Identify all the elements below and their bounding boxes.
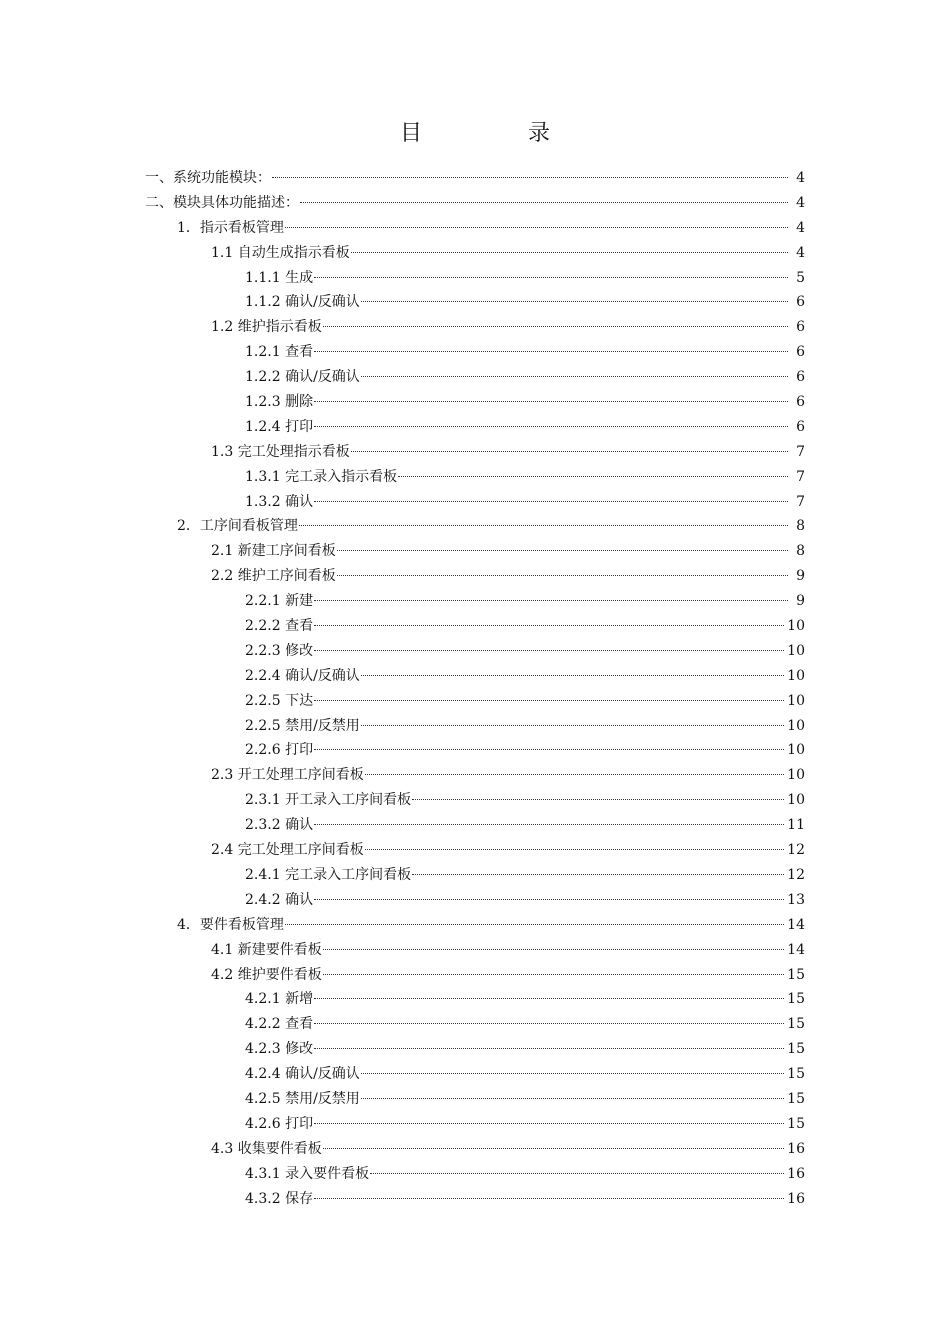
- toc-entry[interactable]: [0, 1187, 950, 1212]
- toc-dot-leader: [285, 920, 784, 925]
- toc-entry-page-number: 8: [796, 518, 805, 535]
- toc-entry-page-number: 10: [787, 767, 805, 784]
- toc-entry[interactable]: [0, 1112, 950, 1137]
- toc-entry[interactable]: [0, 714, 950, 739]
- toc-dot-leader: [299, 521, 788, 526]
- toc-entry-page-number: 6: [796, 369, 805, 386]
- toc-entry-label: 1.1.2 确认/反确认: [245, 294, 360, 311]
- toc-dot-leader: [361, 297, 788, 302]
- toc-dot-leader: [351, 248, 788, 253]
- toc-entry[interactable]: [0, 290, 950, 315]
- toc-entry[interactable]: [0, 589, 950, 614]
- toc-entry-label: 1.3 完工处理指示看板: [211, 443, 350, 460]
- toc-entry-page-number: 15: [787, 1115, 805, 1132]
- toc-entry-label: 1.1 自动生成指示看板: [211, 244, 350, 261]
- toc-entry[interactable]: [0, 1137, 950, 1162]
- toc-entry-label: 4.2.5 禁用/反禁用: [245, 1090, 360, 1107]
- toc-entry[interactable]: [0, 763, 950, 788]
- toc-entry[interactable]: [0, 1037, 950, 1062]
- toc-entry-page-number: 16: [787, 1140, 805, 1157]
- toc-entry-page-number: 7: [796, 443, 805, 460]
- toc-entry-label: 4.2 维护要件看板: [211, 966, 322, 983]
- toc-entry-page-number: 4: [796, 194, 805, 211]
- toc-entry[interactable]: [0, 913, 950, 938]
- toc-entry-page-number: 10: [787, 742, 805, 759]
- toc-dot-leader: [314, 273, 788, 278]
- toc-entry[interactable]: [0, 490, 950, 515]
- toc-entry[interactable]: [0, 340, 950, 365]
- toc-dot-leader: [323, 945, 784, 950]
- toc-entry[interactable]: [0, 390, 950, 415]
- toc-entry[interactable]: [0, 166, 950, 191]
- toc-entry-page-number: 15: [787, 966, 805, 983]
- toc-entry-label: 4.2.2 查看: [245, 1016, 314, 1033]
- table-of-contents: [0, 166, 950, 1211]
- toc-entry[interactable]: [0, 639, 950, 664]
- toc-dot-leader: [272, 173, 788, 178]
- toc-dot-leader: [314, 397, 788, 402]
- toc-entry[interactable]: [0, 440, 950, 465]
- toc-dot-leader: [361, 671, 784, 676]
- toc-entry-label: 2.1 新建工序间看板: [211, 543, 336, 560]
- toc-entry-page-number: 12: [787, 842, 805, 859]
- toc-entry-page-number: 15: [787, 1016, 805, 1033]
- toc-entry-label: 2.2.5 下达: [245, 692, 314, 709]
- toc-entry-label: 二、模块具体功能描述：: [145, 194, 299, 211]
- toc-entry-page-number: 13: [787, 891, 805, 908]
- toc-entry-label: 一、系统功能模块：: [145, 170, 271, 186]
- toc-entry[interactable]: [0, 465, 950, 490]
- toc-entry-page-number: 16: [787, 1165, 805, 1182]
- toc-entry[interactable]: [0, 365, 950, 390]
- toc-entry-label: 1.2.4 打印: [245, 418, 314, 435]
- toc-dot-leader: [361, 721, 784, 726]
- toc-dot-leader: [323, 1144, 784, 1149]
- toc-entry-page-number: 9: [796, 593, 805, 610]
- toc-entry-label: 2.3 开工处理工序间看板: [211, 767, 364, 784]
- toc-entry-page-number: 6: [796, 294, 805, 311]
- toc-entry[interactable]: [0, 863, 950, 888]
- page-title: 目 录: [399, 121, 592, 146]
- toc-dot-leader: [365, 770, 784, 775]
- toc-entry-page-number: 6: [796, 319, 805, 336]
- toc-entry-label: 2.3.1 开工录入工序间看板: [245, 792, 412, 809]
- toc-dot-leader: [314, 646, 784, 651]
- toc-dot-leader: [370, 1169, 784, 1174]
- toc-entry-page-number: 6: [796, 394, 805, 411]
- toc-dot-leader: [323, 322, 788, 327]
- toc-entry-label: 2．工序间看板管理: [177, 518, 298, 535]
- toc-entry-label: 4.3.1 录入要件看板: [245, 1165, 370, 1182]
- toc-entry-page-number: 6: [796, 418, 805, 435]
- toc-entry-label: 2.2.4 确认/反确认: [245, 667, 360, 684]
- toc-entry-page-number: 11: [787, 817, 805, 834]
- toc-dot-leader: [314, 497, 788, 502]
- toc-dot-leader: [285, 223, 788, 228]
- toc-entry-label: 2.2.5 禁用/反禁用: [245, 717, 360, 734]
- toc-dot-leader: [314, 596, 788, 601]
- toc-entry[interactable]: [0, 1162, 950, 1187]
- toc-entry[interactable]: [0, 838, 950, 863]
- toc-dot-leader: [337, 546, 788, 551]
- toc-dot-leader: [398, 472, 788, 477]
- toc-dot-leader: [314, 1044, 784, 1049]
- toc-entry-label: 2.2.2 查看: [245, 618, 314, 635]
- toc-entry-label: 1．指示看板管理: [177, 219, 284, 236]
- toc-entry-label: 2.4.1 完工录入工序间看板: [245, 866, 412, 883]
- toc-entry-label: 1.2.1 查看: [245, 344, 314, 361]
- toc-entry-label: 2.2 维护工序间看板: [211, 568, 336, 585]
- toc-dot-leader: [361, 1069, 784, 1074]
- toc-entry-page-number: 15: [787, 991, 805, 1008]
- toc-dot-leader: [314, 621, 784, 626]
- toc-entry[interactable]: [0, 539, 950, 564]
- toc-entry[interactable]: [0, 1062, 950, 1087]
- toc-entry[interactable]: [0, 564, 950, 589]
- toc-entry-page-number: 10: [787, 692, 805, 709]
- toc-entry-page-number: 4: [796, 170, 805, 186]
- toc-entry-page-number: 5: [796, 269, 805, 286]
- toc-entry-page-number: 12: [787, 866, 805, 883]
- toc-entry-label: 2.2.6 打印: [245, 742, 314, 759]
- toc-entry[interactable]: [0, 191, 950, 216]
- toc-dot-leader: [365, 845, 784, 850]
- toc-entry-page-number: 15: [787, 1066, 805, 1083]
- toc-entry-label: 1.1.1 生成: [245, 269, 314, 286]
- toc-entry-label: 4.3.2 保存: [245, 1190, 314, 1207]
- toc-entry[interactable]: [0, 216, 950, 241]
- toc-entry-page-number: 6: [796, 344, 805, 361]
- toc-entry-label: 4．要件看板管理: [177, 916, 284, 933]
- toc-dot-leader: [314, 820, 784, 825]
- toc-entry-label: 2.2.3 修改: [245, 642, 314, 659]
- toc-entry[interactable]: [0, 266, 950, 291]
- toc-dot-leader: [314, 422, 788, 427]
- toc-entry-label: 1.2 维护指示看板: [211, 319, 322, 336]
- toc-entry-label: 2.4.2 确认: [245, 891, 314, 908]
- toc-dot-leader: [314, 696, 784, 701]
- toc-entry[interactable]: [0, 1087, 950, 1112]
- toc-entry[interactable]: [0, 1012, 950, 1037]
- toc-dot-leader: [412, 870, 784, 875]
- toc-dot-leader: [361, 1094, 784, 1099]
- toc-entry[interactable]: [0, 241, 950, 266]
- toc-entry-page-number: 15: [787, 1041, 805, 1058]
- toc-entry-label: 1.3.1 完工录入指示看板: [245, 468, 398, 485]
- toc-entry-label: 4.2.6 打印: [245, 1115, 314, 1132]
- toc-entry-page-number: 10: [787, 792, 805, 809]
- toc-entry[interactable]: [0, 738, 950, 763]
- toc-entry[interactable]: [0, 514, 950, 539]
- toc-entry-label: 4.2.4 确认/反确认: [245, 1066, 360, 1083]
- toc-entry[interactable]: [0, 315, 950, 340]
- toc-entry-label: 1.2.2 确认/反确认: [245, 369, 360, 386]
- toc-dot-leader: [351, 447, 788, 452]
- toc-entry[interactable]: [0, 415, 950, 440]
- toc-entry[interactable]: [0, 813, 950, 838]
- toc-entry[interactable]: [0, 689, 950, 714]
- toc-entry-label: 4.2.1 新增: [245, 991, 314, 1008]
- toc-entry-page-number: 9: [796, 568, 805, 585]
- toc-entry-page-number: 7: [796, 493, 805, 510]
- toc-entry[interactable]: [0, 664, 950, 689]
- toc-dot-leader: [300, 198, 788, 203]
- toc-entry-page-number: 10: [787, 618, 805, 635]
- toc-dot-leader: [314, 895, 784, 900]
- toc-entry-page-number: 10: [787, 667, 805, 684]
- toc-entry-page-number: 4: [796, 219, 805, 236]
- toc-entry-page-number: 16: [787, 1190, 805, 1207]
- toc-entry-label: 2.4 完工处理工序间看板: [211, 842, 364, 859]
- toc-entry[interactable]: [0, 963, 950, 988]
- toc-dot-leader: [323, 970, 784, 975]
- toc-entry[interactable]: [0, 614, 950, 639]
- toc-entry-page-number: 10: [787, 642, 805, 659]
- toc-entry[interactable]: [0, 788, 950, 813]
- toc-dot-leader: [314, 994, 784, 999]
- toc-entry-page-number: 8: [796, 543, 805, 560]
- toc-entry-page-number: 7: [796, 468, 805, 485]
- toc-entry-label: 2.2.1 新建: [245, 593, 314, 610]
- toc-entry[interactable]: [0, 987, 950, 1012]
- toc-entry-label: 1.2.3 删除: [245, 394, 314, 411]
- toc-dot-leader: [337, 571, 788, 576]
- toc-dot-leader: [314, 1019, 784, 1024]
- toc-entry[interactable]: [0, 938, 950, 963]
- toc-dot-leader: [314, 1194, 784, 1199]
- toc-dot-leader: [412, 795, 784, 800]
- toc-entry-label: 1.3.2 确认: [245, 493, 314, 510]
- toc-entry-page-number: 14: [787, 941, 805, 958]
- toc-dot-leader: [314, 347, 788, 352]
- toc-dot-leader: [314, 745, 784, 750]
- toc-entry-page-number: 10: [787, 717, 805, 734]
- toc-dot-leader: [361, 372, 788, 377]
- toc-entry-label: 2.3.2 确认: [245, 817, 314, 834]
- toc-entry-page-number: 15: [787, 1090, 805, 1107]
- toc-entry-page-number: 14: [787, 916, 805, 933]
- toc-entry-page-number: 4: [796, 244, 805, 261]
- toc-entry-label: 4.3 收集要件看板: [211, 1140, 322, 1157]
- toc-entry-label: 4.1 新建要件看板: [211, 941, 322, 958]
- toc-entry[interactable]: [0, 888, 950, 913]
- toc-entry-label: 4.2.3 修改: [245, 1041, 314, 1058]
- toc-dot-leader: [314, 1119, 784, 1124]
